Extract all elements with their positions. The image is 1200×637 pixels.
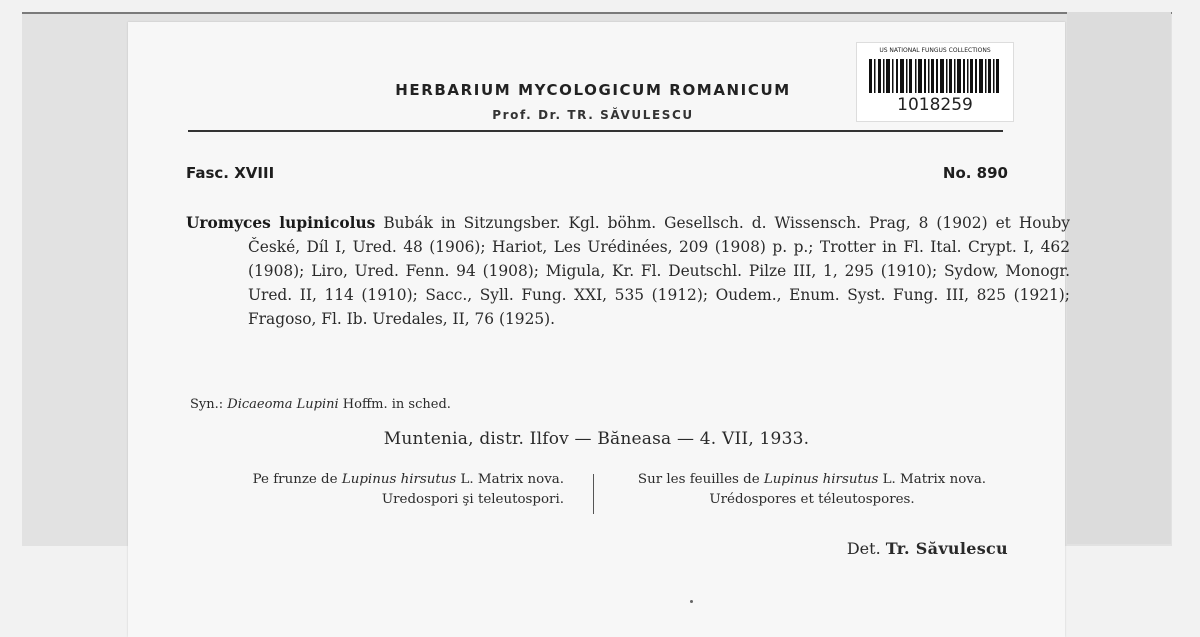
fascicle-label: Fasc. XVIII [186,164,275,182]
host-description-romanian [186,470,564,510]
herbarium-sheet-edge [1067,12,1171,544]
synonym-label: Syn.: [190,397,224,412]
paper-speck [690,600,693,603]
host-ro-pre: Pe frunze de [252,472,338,487]
host-description-french [616,470,1008,510]
host-fr-post: L. Matrix nova. Urédospores et téleutospores. [709,472,987,507]
specimen-number: No. 890 [942,164,1008,182]
synonym-line [190,397,451,412]
barcode-institution: US NATIONAL FUNGUS COLLECTIONS [879,47,991,54]
determiner-label: Det. [846,539,881,558]
synonym-name: Dicaeoma Lupini [227,397,339,412]
determiner-name: Tr. Săvulescu [885,539,1008,558]
host-fr-pre: Sur les feuilles de [637,472,760,487]
citation-text: Bubák in Sitzungsber. Kgl. böhm. Gesellsch. d. Wissensch. Prag, 8 (1902) et Houby České, Díl I, Ured. 48 (1906); Hariot, Les Urédinées, 209 (1908) p. p.; Trotter in Fl. Ital. Crypt. I, 462 (1908); Liro, Ured. Fenn. 94 (1908); Migula, Kr. Fl. Deutschl. Pilze III, 1, 295 (1910); Sydow, Monogr. Ured. II, 114 (1910); Sacc., Syll. Fung. XXI, 535 (1912); Oudem., Enum. Syst. Fung. III, 825 (1921); Fragoso, Fl. Ib. Uredales, II, 76 (1925). [248,214,1070,328]
collection-locality: Muntenia, distr. Ilfov — Băneasa — 4. VII, 1933. [383,429,810,449]
determiner-line [847,539,1008,558]
column-divider [593,474,594,514]
barcode-number: 1018259 [897,95,973,115]
herbarium-director: Prof. Dr. TR. SĂVULESCU [492,108,694,122]
synonym-text: Hoffm. in sched. [342,397,451,412]
host-ro-post: L. Matrix nova. Uredospori şi teleutospori. [381,472,564,507]
host-ro-species: Lupinus hirsutus [341,472,457,487]
header-rule [188,130,1003,132]
barcode-icon [869,59,1001,93]
herbarium-title: HERBARIUM MYCOLOGICUM ROMANICUM [395,81,791,99]
specimen-label [128,22,1070,637]
host-fr-species: Lupinus hirsutus [763,472,879,487]
species-name: Uromyces lupinicolus [186,214,376,232]
barcode-sticker [856,42,1014,122]
taxon-citation [186,211,1070,331]
